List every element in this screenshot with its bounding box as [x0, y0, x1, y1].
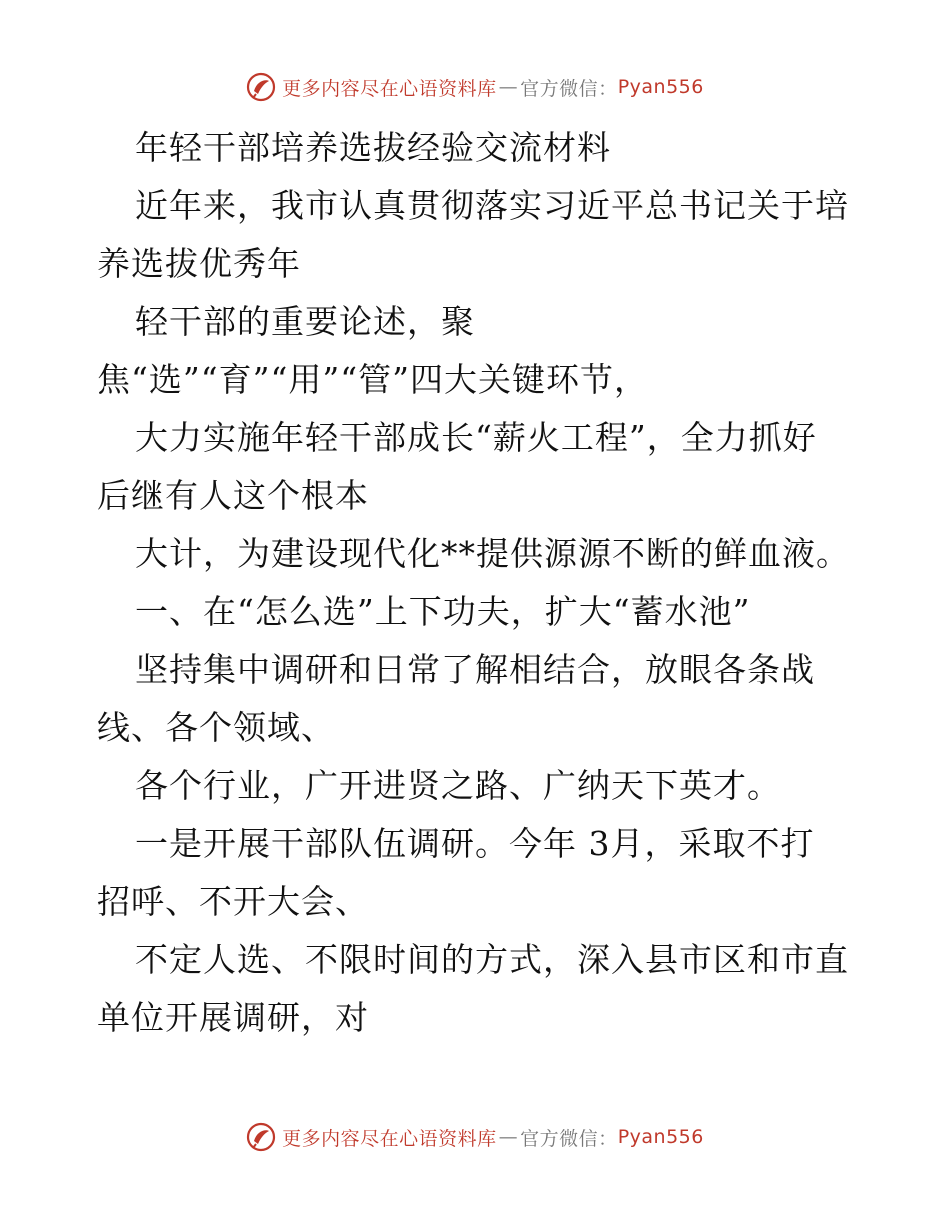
paragraph-line: 各个行业，广开进贤之路、广纳天下英才。 — [135, 766, 781, 805]
logo-icon — [246, 1122, 276, 1152]
paragraph-line: 坚持集中调研和日常了解相结合，放眼各条战 — [135, 650, 815, 689]
paragraph-line: 线、各个领域、 — [97, 708, 335, 747]
paragraph-line: 招呼、不开大会、 — [97, 882, 369, 921]
paragraph-line: 单位开展调研，对 — [97, 998, 369, 1037]
banner-site-text: 更多内容尽在心语资料库 — [282, 1127, 497, 1150]
banner-dash: — — [498, 76, 519, 98]
banner-site-text: 更多内容尽在心语资料库 — [282, 77, 497, 100]
paragraph-line: 不定人选、不限时间的方式，深入县市区和市直 — [135, 940, 849, 979]
section-heading: 一、在“怎么选”上下功夫，扩大“蓄水池” — [135, 592, 751, 631]
banner-wechat-id: Pyan556 — [617, 76, 704, 98]
paragraph-line: 近年来，我市认真贯彻落实习近平总书记关于培 — [135, 186, 849, 225]
footer-watermark-banner — [0, 1122, 950, 1152]
paragraph-line: 一是开展干部队伍调研。今年 3月，采取不打 — [135, 824, 815, 863]
paragraph-line: 大计，为建设现代化**提供源源不断的鲜血液。 — [135, 534, 850, 573]
paragraph-line: 后继有人这个根本 — [97, 476, 369, 515]
paragraph-line: 养选拔优秀年 — [97, 244, 301, 283]
banner-official-text: 官方微信： — [520, 77, 618, 100]
paragraph-line: 焦“选”“育”“用”“管”四大关键环节， — [97, 360, 648, 399]
banner-wechat-id: Pyan556 — [617, 1126, 704, 1148]
document-title: 年轻干部培养选拔经验交流材料 — [135, 128, 611, 167]
paragraph-line: 大力实施年轻干部成长“薪火工程”，全力抓好 — [135, 418, 817, 457]
paragraph-line: 轻干部的重要论述，聚 — [135, 302, 475, 341]
banner-dash: — — [498, 1126, 519, 1148]
banner-official-text: 官方微信： — [520, 1127, 618, 1150]
